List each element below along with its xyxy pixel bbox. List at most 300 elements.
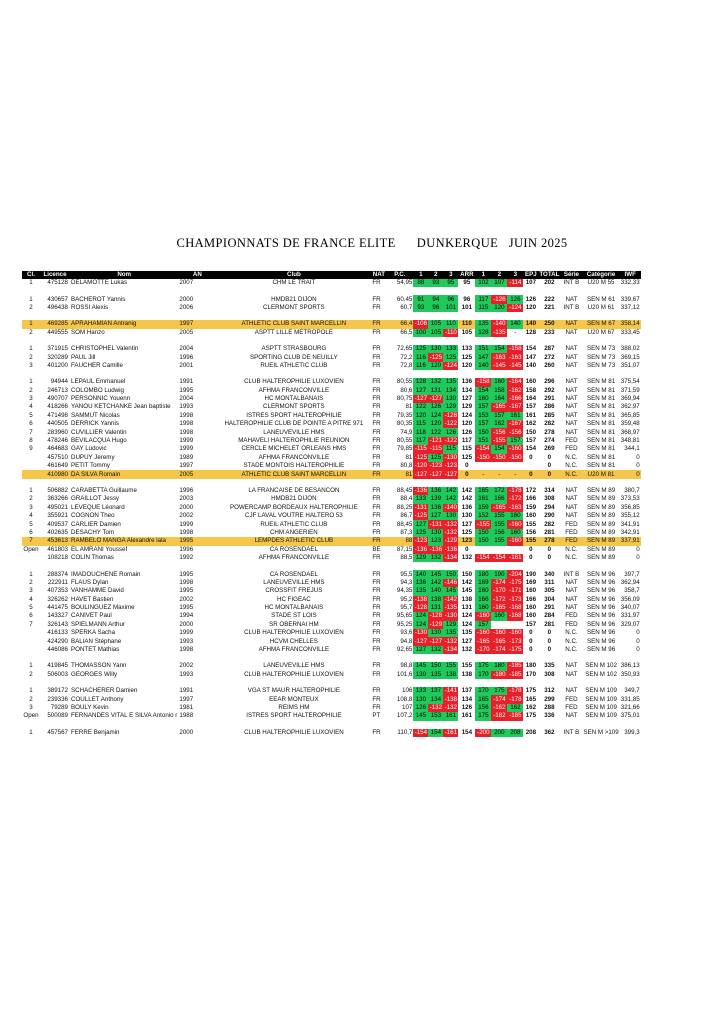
snatch-attempt-cell: 128: [413, 378, 428, 386]
iwf-points-cell: 337,91: [620, 537, 640, 545]
licence-cell: 407353: [47, 587, 68, 595]
col-header: Série: [560, 271, 582, 279]
snatch-attempt-cell: 129: [443, 403, 458, 411]
cj-attempt-cell: -160: [477, 612, 490, 620]
category-cell: SEN M 61: [586, 295, 616, 303]
year-cell: 2000: [179, 728, 194, 736]
snatch-best-cell: 136: [461, 503, 473, 511]
table-row: [22, 554, 641, 562]
iwf-points-cell: 333,45: [620, 328, 640, 336]
year-cell: 1991: [179, 687, 194, 695]
licence-cell: 389172: [47, 687, 68, 695]
rank-cell: 6: [29, 420, 33, 428]
licence-cell: 457510: [47, 453, 68, 461]
club-cell: AFHMA FRANCONVILLE: [258, 554, 330, 562]
series-cell: NAT: [565, 604, 578, 612]
cj-best-cell: 158: [525, 386, 537, 394]
cj-best-cell: 140: [523, 320, 538, 328]
bodyweight-cell: 95,25: [396, 620, 413, 628]
cj-attempt-cell: 150: [475, 537, 491, 545]
year-cell: 1981: [179, 703, 194, 711]
cj-best-cell: 157: [525, 403, 537, 411]
cj-attempt-cell: -166: [509, 395, 522, 403]
total-cell: 282: [544, 520, 555, 528]
iwf-points-cell: 344,1: [624, 445, 640, 453]
iwf-points-cell: 373,53: [620, 495, 640, 503]
group-spacer: [22, 370, 641, 378]
snatch-attempt-cell: -130: [414, 629, 428, 637]
club-cell: STADE ST LOIS: [271, 612, 317, 620]
cj-attempt-cell: 180: [475, 570, 491, 578]
snatch-attempt-cell: 115: [443, 445, 458, 453]
cj-best-cell: 175: [525, 712, 537, 720]
snatch-attempt-cell: 130: [443, 395, 458, 403]
category-cell: SEN M 89: [586, 503, 616, 511]
nation-cell: FR: [372, 520, 381, 528]
name-cell: BACHEROT Yannis: [71, 295, 126, 303]
year-cell: 2002: [179, 595, 194, 603]
licence-cell: 490707: [47, 395, 68, 403]
licence-cell: 143327: [47, 612, 68, 620]
table-row: [22, 596, 641, 604]
licence-cell: 371915: [47, 345, 68, 353]
results-table: [22, 271, 641, 737]
licence-cell: 419845: [47, 662, 68, 670]
bodyweight-cell: 80,8: [400, 462, 413, 470]
cj-best-cell: 169: [525, 578, 537, 586]
total-cell: 312: [544, 687, 555, 695]
category-cell: SEN M 96: [586, 570, 616, 578]
cj-attempt-cell: [475, 462, 491, 470]
club-cell: LA FRANCAISE DE BESANCON: [248, 487, 340, 494]
nation-cell: FR: [372, 637, 381, 645]
series-cell: FED: [565, 620, 578, 628]
snatch-attempt-cell: 145: [428, 570, 443, 578]
snatch-attempt-cell: 127: [413, 387, 428, 395]
cj-attempt-cell: -154: [477, 554, 490, 562]
table-row: [22, 362, 641, 370]
series-cell: FED: [565, 520, 578, 528]
series-cell: NAT: [565, 345, 578, 353]
snatch-attempt-cell: -125: [414, 512, 428, 520]
year-cell: 1996: [179, 545, 194, 553]
snatch-attempt-cell: -115: [414, 445, 427, 453]
year-cell: 1998: [179, 578, 194, 586]
snatch-attempt-cell: -120: [414, 462, 428, 470]
total-cell: 0: [547, 462, 552, 470]
licence-cell: 222911: [47, 578, 68, 586]
iwf-points-cell: 356,85: [620, 503, 640, 511]
name-cell: CARLIER Damien: [71, 520, 121, 528]
snatch-attempt-cell: 135: [413, 587, 428, 595]
snatch-attempt-cell: 124: [428, 412, 443, 420]
cj-attempt-cell: -165: [493, 637, 506, 645]
series-cell: NAT: [565, 378, 578, 386]
snatch-best-cell: 132: [461, 646, 473, 654]
licence-cell: 355921: [47, 512, 68, 520]
snatch-attempt-cell: 145: [413, 662, 428, 670]
snatch-attempt-cell: -110: [444, 328, 457, 336]
snatch-attempt-cell: 127: [428, 512, 443, 520]
snatch-attempt-cell: -123: [414, 537, 428, 545]
bodyweight-cell: 86,7: [400, 512, 413, 520]
snatch-best-cell: 127: [461, 520, 473, 528]
table-row: [22, 520, 641, 528]
snatch-attempt-cell: -141: [444, 687, 458, 695]
cj-attempt-cell: 156: [491, 529, 507, 537]
snatch-attempt-cell: 100: [413, 329, 428, 337]
series-cell: NAT: [565, 420, 578, 428]
snatch-attempt-cell: 120: [428, 420, 443, 428]
series-cell: NAT: [565, 687, 578, 695]
snatch-attempt-cell: 130: [443, 512, 458, 520]
snatch-attempt-cell: 122: [428, 428, 443, 436]
snatch-attempt-cell: 127: [413, 646, 428, 654]
club-cell: LANEUVEVILLE HMS: [263, 662, 325, 670]
rank-cell: 2: [29, 328, 33, 336]
table-row: [22, 537, 641, 545]
snatch-attempt-cell: -123: [429, 462, 443, 470]
nation-cell: FR: [372, 462, 381, 470]
table-row: [22, 403, 641, 411]
category-cell: U20 M 67: [587, 328, 615, 336]
series-cell: NAT: [565, 662, 578, 670]
total-cell: 278: [544, 428, 555, 436]
nation-cell: FR: [372, 411, 381, 419]
snatch-best-cell: 105: [461, 328, 473, 336]
series-cell: FED: [565, 703, 578, 711]
licence-cell: 239336: [47, 695, 68, 703]
year-cell: 1998: [179, 646, 194, 654]
bodyweight-cell: 81: [405, 453, 413, 461]
snatch-attempt-cell: -138: [414, 595, 428, 603]
category-cell: SEN M 96: [586, 629, 616, 637]
cj-attempt-cell: 117: [475, 295, 491, 303]
nation-cell: FR: [372, 378, 381, 386]
cj-attempt-cell: 140: [475, 362, 491, 370]
club-cell: HC FIGEAC: [277, 595, 311, 603]
licence-cell: 461649: [47, 462, 68, 470]
snatch-best-cell: 138: [461, 670, 473, 678]
bodyweight-cell: 93,6: [400, 629, 413, 637]
iwf-points-cell: 0: [636, 629, 640, 637]
snatch-best-cell: 125: [461, 453, 473, 461]
cj-attempt-cell: -175: [509, 646, 522, 654]
table-row: [22, 695, 641, 703]
cj-attempt-cell: 180: [491, 662, 507, 670]
rank-cell: 1: [29, 378, 33, 386]
table-row: [22, 329, 641, 337]
snatch-attempt-cell: 125: [428, 454, 443, 462]
total-cell: 336: [544, 712, 555, 720]
cj-attempt-cell: 170: [475, 687, 491, 695]
nation-cell: FR: [372, 670, 381, 678]
total-cell: 222: [544, 295, 555, 303]
cj-best-cell: 0: [529, 545, 533, 553]
year-cell: 1999: [179, 629, 194, 637]
rank-cell: 3: [29, 703, 33, 711]
table-row: [22, 612, 641, 620]
cj-attempt-cell: 126: [507, 295, 523, 303]
snatch-attempt-cell: -131: [429, 520, 443, 528]
category-cell: SEN M 102: [585, 662, 617, 670]
snatch-attempt-cell: -130: [444, 453, 458, 461]
snatch-best-cell: 115: [461, 445, 472, 453]
snatch-attempt-cell: 96: [443, 295, 458, 303]
series-cell: NAT: [565, 295, 578, 303]
snatch-best-cell: 136: [461, 378, 473, 386]
snatch-attempt-cell: 136: [428, 487, 443, 495]
iwf-points-cell: 358,7: [624, 587, 640, 595]
table-row: [22, 420, 641, 428]
snatch-best-cell: 95: [463, 279, 471, 287]
table-row: [22, 279, 641, 287]
series-cell: NAT: [565, 670, 578, 678]
name-cell: COLIN Thomas: [71, 554, 114, 562]
iwf-points-cell: 380,7: [624, 487, 640, 494]
snatch-attempt-cell: 125: [413, 529, 428, 537]
licence-cell: 326143: [47, 620, 68, 628]
category-cell: SEN M 89: [586, 554, 616, 562]
licence-cell: 469285: [40, 320, 70, 328]
category-cell: SEN M 67: [582, 320, 619, 328]
cj-attempt-cell: -145: [509, 361, 522, 369]
cj-attempt-cell: 160: [475, 587, 491, 595]
col-header: Licence: [40, 271, 70, 279]
year-cell: 1989: [179, 453, 194, 461]
licence-cell: 430657: [47, 295, 68, 303]
club-cell: HMDB21 DIJON: [271, 295, 317, 303]
snatch-attempt-cell: -127: [429, 395, 443, 403]
snatch-attempt-cell: -132: [444, 637, 458, 645]
cj-best-cell: 0: [529, 646, 533, 654]
iwf-points-cell: 337,12: [620, 303, 640, 311]
name-cell: CHRISTOPHEL Valentin: [71, 345, 139, 353]
bodyweight-cell: 88: [386, 537, 413, 545]
bodyweight-cell: 80,35: [396, 420, 413, 428]
snatch-attempt-cell: 117: [413, 437, 428, 445]
cj-best-cell: 156: [525, 528, 537, 536]
snatch-attempt-cell: -146: [444, 578, 458, 586]
rank-cell: 4: [29, 595, 33, 603]
table-row: [22, 320, 641, 328]
category-cell: SEN M 109: [585, 703, 617, 711]
cj-attempt-cell: 154: [491, 445, 507, 453]
cj-best-cell: 175: [525, 687, 537, 695]
table-row: [22, 712, 641, 720]
table-row: [22, 687, 641, 695]
bodyweight-cell: 80,55: [396, 437, 413, 445]
licence-cell: 283960: [47, 428, 68, 436]
cj-attempt-cell: 115: [475, 304, 491, 312]
snatch-attempt-cell: -136: [429, 545, 443, 553]
rank-cell: 2: [29, 578, 33, 586]
snatch-attempt-cell: 120: [428, 362, 443, 370]
rank-cell: [22, 646, 40, 654]
col-header: TOTAL: [539, 271, 560, 278]
snatch-best-cell: 142: [461, 495, 473, 503]
cj-attempt-cell: -171: [509, 587, 522, 595]
total-cell: 281: [544, 620, 555, 628]
iwf-points-cell: 0: [620, 470, 641, 478]
year-cell: 1988: [179, 712, 194, 720]
total-cell: 291: [544, 604, 555, 612]
club-cell: CLUB HALTEROPHILIE LUXOVIEN: [244, 670, 344, 678]
year-cell: 1998: [179, 420, 194, 428]
series-cell: NAT: [565, 595, 578, 603]
snatch-attempt-cell: 120: [413, 412, 428, 420]
rank-cell: 7: [22, 537, 40, 545]
snatch-attempt-cell: 130: [413, 671, 428, 679]
category-cell: SEN M 81: [586, 378, 616, 386]
rank-cell: 2: [29, 695, 33, 703]
snatch-attempt-cell: -131: [414, 503, 428, 511]
nation-cell: FR: [372, 303, 381, 311]
total-cell: 0: [547, 637, 552, 645]
table-row: [22, 579, 641, 587]
nation-cell: FR: [371, 320, 386, 328]
club-cell: STADE MONTOIS HALTEROPHILIE: [243, 462, 345, 470]
snatch-attempt-cell: -132: [444, 520, 458, 528]
snatch-best-cell: 0: [458, 470, 475, 478]
name-cell: SCHACHERER Damien: [71, 687, 138, 695]
name-cell: APRAHAMIAN Antranig: [70, 320, 178, 328]
club-cell: POWERCAMP BORDEAUX HALTEROPHILIE: [230, 503, 358, 511]
series-cell: INT B: [563, 570, 580, 578]
name-cell: BALIAN Stéphane: [71, 637, 122, 645]
total-cell: 308: [544, 670, 555, 678]
total-cell: 290: [544, 512, 555, 520]
rank-cell: 6: [29, 528, 33, 536]
series-cell: NAT: [565, 395, 578, 403]
year-cell: 1999: [179, 445, 194, 453]
name-cell: PONTET Mathias: [71, 646, 120, 654]
col-header: ARR: [460, 271, 474, 278]
cj-attempt-cell: [491, 621, 507, 629]
year-cell: 1991: [179, 378, 194, 386]
table-row: [22, 470, 641, 478]
series-cell: FED: [565, 695, 578, 703]
rank-cell: 2: [29, 670, 33, 678]
total-cell: 286: [544, 403, 555, 411]
snatch-attempt-cell: 145: [413, 712, 428, 720]
col-header: 1: [413, 271, 428, 279]
table-row: [22, 345, 641, 353]
name-cell: FERNANDES VITAL E SILVA Antonio r: [71, 712, 178, 720]
iwf-points-cell: 356,09: [620, 595, 640, 603]
col-header: IWF: [620, 271, 641, 279]
category-cell: SEN M 89: [586, 520, 616, 528]
series-cell: NAT: [560, 320, 582, 328]
results-body: [22, 279, 641, 737]
category-cell: SEN M 96: [586, 646, 616, 654]
club-cell: LANEUVEVILLE HMS: [263, 428, 325, 436]
rank-cell: 9: [29, 445, 33, 453]
cj-attempt-cell: -158: [509, 345, 522, 353]
snatch-best-cell: 110: [458, 320, 475, 328]
nation-cell: FR: [372, 695, 381, 703]
cj-attempt-cell: -158: [477, 378, 490, 386]
nation-cell: FR: [372, 428, 381, 436]
snatch-attempt-cell: -132: [444, 528, 458, 536]
year-cell: 1998: [179, 411, 194, 419]
iwf-points-cell: 0: [636, 554, 640, 562]
spacer-cell: [22, 562, 641, 570]
category-cell: SEN M 96: [586, 620, 616, 628]
club-cell: CERCLE MICHELET ORLEANS HMS: [241, 445, 347, 453]
table-row: [22, 495, 641, 503]
snatch-attempt-cell: 95: [443, 279, 458, 287]
spacer-cell: [22, 721, 641, 729]
cj-attempt-cell: 175: [475, 712, 491, 720]
iwf-points-cell: 0: [636, 462, 640, 470]
cj-attempt-cell: -174: [493, 695, 506, 703]
category-cell: SEN M 81: [586, 403, 616, 411]
table-row: [22, 462, 641, 470]
cj-best-cell: 120: [525, 303, 537, 311]
group-spacer: [22, 312, 641, 320]
cj-attempt-cell: -173: [509, 637, 522, 645]
cj-attempt-cell: 165: [475, 695, 491, 703]
series-cell: NAT: [565, 495, 578, 503]
col-header: Nom: [70, 271, 178, 279]
snatch-best-cell: 0: [465, 462, 469, 470]
snatch-attempt-cell: 142: [428, 579, 443, 587]
bodyweight-cell: 88,25: [396, 503, 413, 511]
club-cell: CJF LAVAL VOUTRE HALTERO 53: [244, 512, 343, 520]
series-cell: NAT: [565, 353, 578, 361]
cj-attempt-cell: 208: [507, 729, 523, 737]
rank-cell: 4: [29, 512, 33, 520]
rank-cell: 4: [29, 403, 33, 411]
iwf-points-cell: 355,12: [620, 512, 640, 520]
rank-cell: 3: [29, 395, 33, 403]
cj-attempt-cell: -162: [509, 386, 522, 394]
rank-cell: 2: [29, 353, 33, 361]
snatch-best-cell: 117: [461, 437, 472, 445]
bodyweight-cell: 110,7: [397, 728, 413, 736]
snatch-attempt-cell: -128: [429, 612, 443, 620]
year-cell: 1995: [178, 537, 216, 545]
cj-attempt-cell: -174: [493, 646, 506, 654]
snatch-attempt-cell: -127: [444, 470, 458, 478]
col-header: NAT: [372, 271, 385, 278]
table-row: [22, 512, 641, 520]
cj-best-cell: 208: [525, 728, 537, 736]
snatch-best-cell: 145: [461, 587, 473, 595]
cj-best-cell: [523, 462, 538, 470]
category-cell: SEN M 96: [586, 637, 616, 645]
iwf-points-cell: 358,14: [620, 320, 640, 328]
snatch-attempt-cell: -122: [444, 437, 458, 445]
category-cell: SEN M 73: [586, 353, 616, 361]
total-cell: 305: [544, 587, 555, 595]
snatch-best-cell: 96: [463, 295, 471, 303]
club-cell: CLUB HALTEROPHILIE LUXOVIEN: [244, 378, 344, 386]
cj-best-cell: 157: [525, 437, 537, 445]
name-cell: DELAMOTTE Lukas: [71, 279, 128, 287]
cj-attempt-cell: -: [475, 470, 491, 478]
snatch-attempt-cell: 136: [413, 579, 428, 587]
cj-attempt-cell: -178: [509, 695, 522, 703]
club-cell: ISTRES SPORT HALTEROPHILIE: [246, 411, 342, 419]
club-cell: ATHLETIC CLUB SAINT MARCELLIN: [216, 470, 371, 478]
snatch-attempt-cell: 118: [413, 428, 428, 436]
name-cell: GEORGES Willy: [71, 670, 118, 678]
series-cell: NAT: [565, 578, 578, 586]
rank-cell: 6: [29, 612, 33, 620]
cj-attempt-cell: 147: [475, 353, 491, 361]
